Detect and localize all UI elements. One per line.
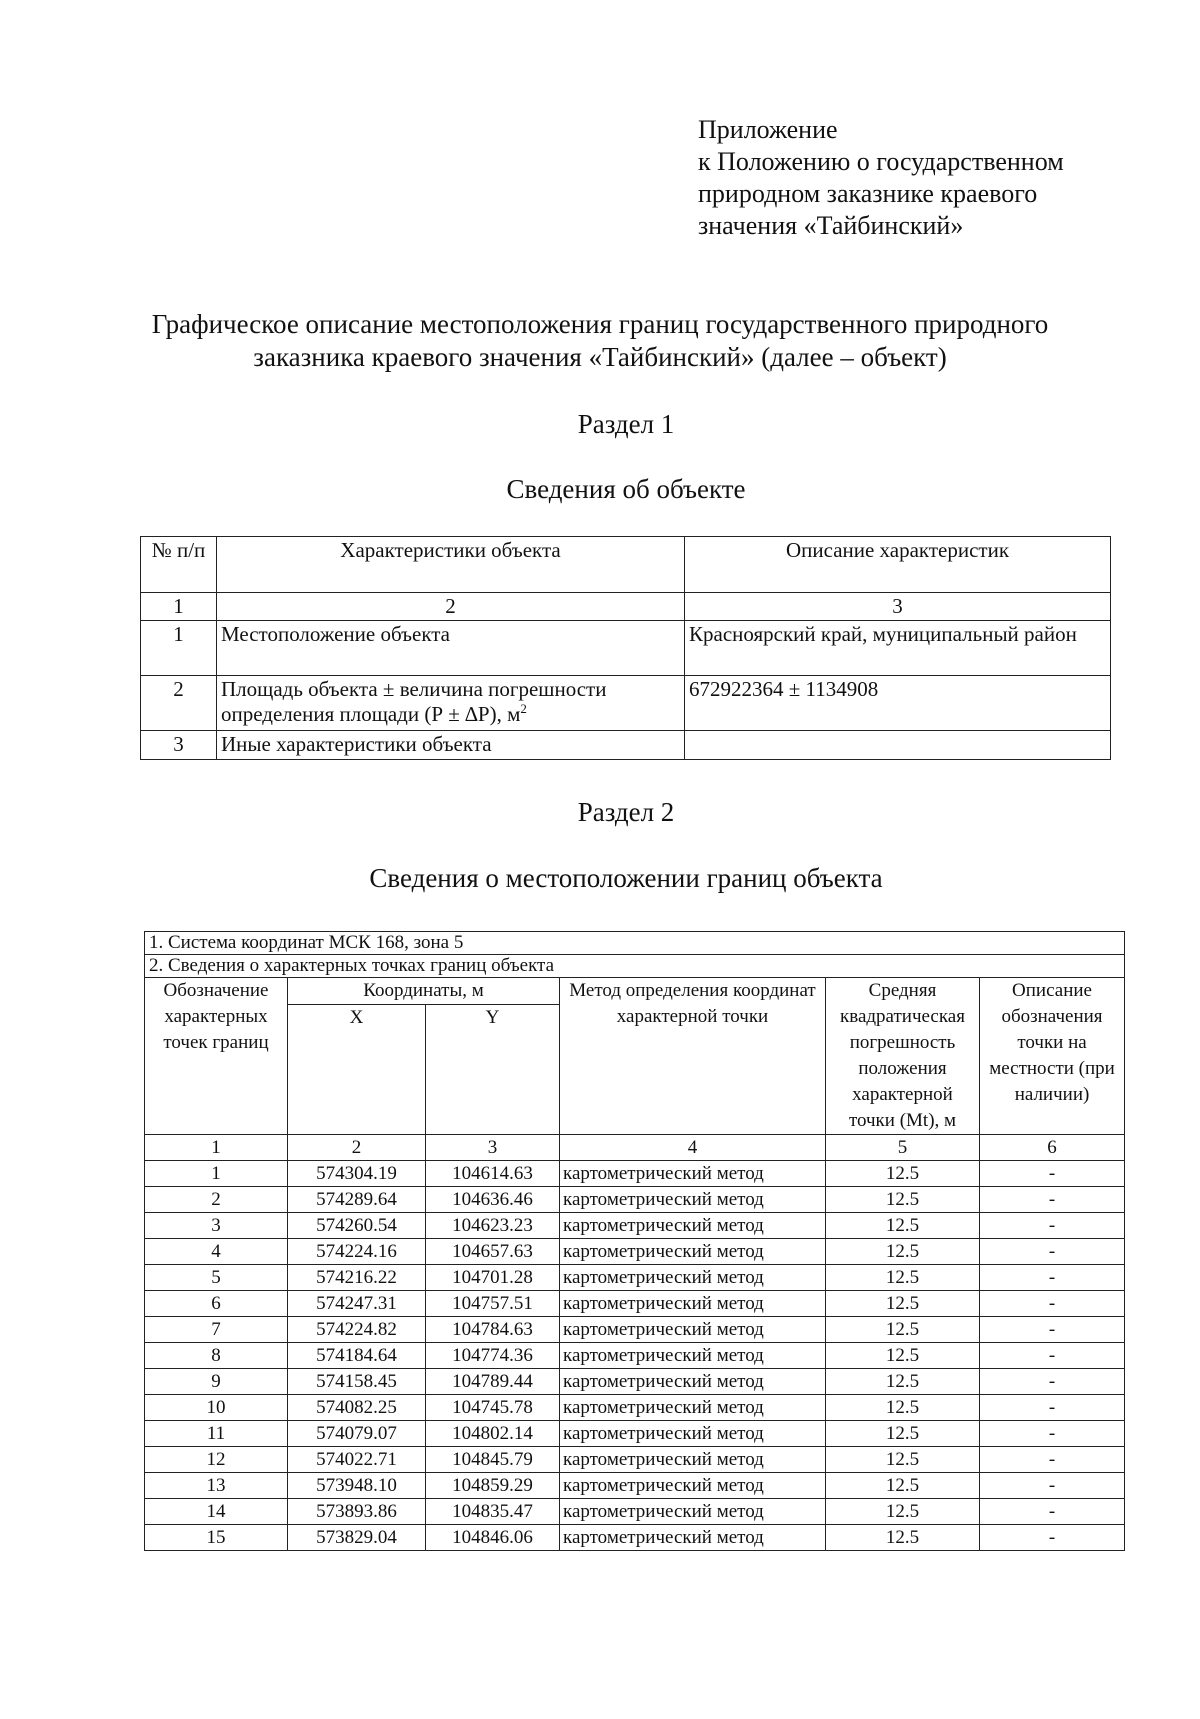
point-number: 12	[145, 1447, 288, 1473]
y-coordinate: 104802.14	[426, 1421, 560, 1447]
point-number: 11	[145, 1421, 288, 1447]
x-coordinate: 574022.71	[288, 1447, 426, 1473]
appendix-line: значения «Тайбинский»	[698, 211, 964, 240]
point-number: 7	[145, 1317, 288, 1343]
header-coordinates: Координаты, м	[288, 978, 560, 1005]
y-coordinate: 104774.36	[426, 1343, 560, 1369]
error-value: 12.5	[826, 1291, 980, 1317]
point-number: 13	[145, 1473, 288, 1499]
x-coordinate: 574260.54	[288, 1213, 426, 1239]
point-number: 3	[145, 1213, 288, 1239]
error-value: 12.5	[826, 1213, 980, 1239]
point-description: -	[980, 1421, 1125, 1447]
y-coordinate: 104835.47	[426, 1499, 560, 1525]
point-description: -	[980, 1369, 1125, 1395]
table-row	[145, 1265, 1125, 1291]
index-cell: 3	[426, 1135, 560, 1161]
error-value: 12.5	[826, 1343, 980, 1369]
x-coordinate: 574079.07	[288, 1421, 426, 1447]
document-title-line: заказника краевого значения «Тайбинский» (далее – объект)	[253, 342, 947, 372]
index-cell: 1	[141, 593, 217, 621]
description-cell: Красноярский край, муниципальный район	[685, 621, 1111, 676]
y-coordinate: 104845.79	[426, 1447, 560, 1473]
x-coordinate: 573893.86	[288, 1499, 426, 1525]
point-number: 1	[145, 1161, 288, 1187]
row-number: 2	[141, 676, 217, 731]
coordinate-system-cell: 1. Система координат МСК 168, зона 5	[145, 932, 1125, 955]
header-method: Метод определения координат характерной точки	[560, 978, 826, 1135]
y-coordinate: 104745.78	[426, 1395, 560, 1421]
table-row	[145, 1291, 1125, 1317]
point-description: -	[980, 1395, 1125, 1421]
method-cell: картометрический метод	[560, 1499, 826, 1525]
table-index-row	[145, 1135, 1125, 1161]
x-coordinate: 574224.16	[288, 1239, 426, 1265]
error-value: 12.5	[826, 1317, 980, 1343]
table-row	[145, 1213, 1125, 1239]
point-number: 8	[145, 1343, 288, 1369]
table-row	[145, 1317, 1125, 1343]
point-description: -	[980, 1187, 1125, 1213]
method-cell: картометрический метод	[560, 1187, 826, 1213]
point-description: -	[980, 1213, 1125, 1239]
method-cell: картометрический метод	[560, 1369, 826, 1395]
error-value: 12.5	[826, 1161, 980, 1187]
error-value: 12.5	[826, 1265, 980, 1291]
boundary-points-table	[144, 931, 1125, 1551]
table-row	[145, 1421, 1125, 1447]
method-cell: картометрический метод	[560, 1525, 826, 1551]
header-point: Обозначение характерных точек границ	[145, 978, 288, 1135]
x-coordinate: 574216.22	[288, 1265, 426, 1291]
appendix-line: Приложение	[698, 115, 838, 144]
header-x: X	[288, 1005, 426, 1135]
error-value: 12.5	[826, 1421, 980, 1447]
index-cell: 6	[980, 1135, 1125, 1161]
point-description: -	[980, 1265, 1125, 1291]
point-number: 14	[145, 1499, 288, 1525]
y-coordinate: 104859.29	[426, 1473, 560, 1499]
method-cell: картометрический метод	[560, 1239, 826, 1265]
object-info-table	[140, 536, 1111, 760]
x-coordinate: 573829.04	[288, 1525, 426, 1551]
method-cell: картометрический метод	[560, 1395, 826, 1421]
header-error: Средняя квадратическая погрешность положения характерной точки (Mt), м	[826, 978, 980, 1135]
description-cell: 672922364 ± 1134908	[685, 676, 1111, 731]
method-cell: картометрический метод	[560, 1421, 826, 1447]
y-coordinate: 104614.63	[426, 1161, 560, 1187]
point-description: -	[980, 1499, 1125, 1525]
error-value: 12.5	[826, 1369, 980, 1395]
method-cell: картометрический метод	[560, 1161, 826, 1187]
point-description: -	[980, 1343, 1125, 1369]
table-row	[145, 1161, 1125, 1187]
table-row	[145, 1473, 1125, 1499]
y-coordinate: 104657.63	[426, 1239, 560, 1265]
x-coordinate: 574224.82	[288, 1317, 426, 1343]
table-header-row	[145, 978, 1125, 1005]
header-description: Описание обозначения точки на местности (при наличии)	[980, 978, 1125, 1135]
method-cell: картометрический метод	[560, 1343, 826, 1369]
table-row	[145, 1525, 1125, 1551]
error-value: 12.5	[826, 1395, 980, 1421]
point-number: 10	[145, 1395, 288, 1421]
y-coordinate: 104636.46	[426, 1187, 560, 1213]
method-cell: картометрический метод	[560, 1213, 826, 1239]
x-coordinate: 574082.25	[288, 1395, 426, 1421]
table-row	[141, 731, 1111, 760]
points-info-cell: 2. Сведения о характерных точках границ объекта	[145, 955, 1125, 978]
header-y: Y	[426, 1005, 560, 1135]
appendix-line: к Положению о государственном	[698, 147, 1064, 176]
error-value: 12.5	[826, 1187, 980, 1213]
coordinate-system-row	[145, 932, 1125, 955]
characteristic-text: Площадь объекта ± величина погрешности определения площади (Р ± ∆Р), м	[221, 677, 607, 726]
characteristic-cell	[217, 676, 685, 731]
point-number: 2	[145, 1187, 288, 1213]
error-value: 12.5	[826, 1239, 980, 1265]
y-coordinate: 104623.23	[426, 1213, 560, 1239]
point-description: -	[980, 1317, 1125, 1343]
row-number: 1	[141, 621, 217, 676]
y-coordinate: 104757.51	[426, 1291, 560, 1317]
points-info-row	[145, 955, 1125, 978]
header-cell: № п/п	[141, 537, 217, 593]
point-description: -	[980, 1291, 1125, 1317]
index-cell: 1	[145, 1135, 288, 1161]
section2-subtitle: Сведения о местоположении границ объекта	[369, 863, 883, 893]
method-cell: картометрический метод	[560, 1291, 826, 1317]
point-description: -	[980, 1161, 1125, 1187]
row-number: 3	[141, 731, 217, 760]
section1-label: Раздел 1	[577, 409, 675, 439]
x-coordinate: 574247.31	[288, 1291, 426, 1317]
index-cell: 2	[217, 593, 685, 621]
table-index-row	[141, 593, 1111, 621]
table-row	[141, 676, 1111, 731]
method-cell: картометрический метод	[560, 1447, 826, 1473]
y-coordinate: 104784.63	[426, 1317, 560, 1343]
index-cell: 2	[288, 1135, 426, 1161]
error-value: 12.5	[826, 1447, 980, 1473]
header-cell: Описание характеристик	[685, 537, 1111, 593]
points-body	[145, 1161, 1125, 1551]
index-cell: 5	[826, 1135, 980, 1161]
point-description: -	[980, 1473, 1125, 1499]
point-description: -	[980, 1525, 1125, 1551]
document-title-line: Графическое описание местоположения границ государственного природного	[151, 309, 1049, 339]
index-cell: 3	[685, 593, 1111, 621]
table-row	[145, 1239, 1125, 1265]
point-number: 15	[145, 1525, 288, 1551]
index-cell: 4	[560, 1135, 826, 1161]
description-cell	[685, 731, 1111, 760]
method-cell: картометрический метод	[560, 1265, 826, 1291]
y-coordinate: 104701.28	[426, 1265, 560, 1291]
method-cell: картометрический метод	[560, 1317, 826, 1343]
x-coordinate: 574304.19	[288, 1161, 426, 1187]
point-description: -	[980, 1447, 1125, 1473]
y-coordinate: 104846.06	[426, 1525, 560, 1551]
point-number: 6	[145, 1291, 288, 1317]
unit-superscript: 2	[520, 701, 527, 716]
point-number: 4	[145, 1239, 288, 1265]
error-value: 12.5	[826, 1473, 980, 1499]
table-row	[141, 621, 1111, 676]
table-row	[145, 1369, 1125, 1395]
point-number: 5	[145, 1265, 288, 1291]
document-title	[100, 308, 1100, 374]
appendix-line: природном заказнике краевого	[698, 179, 1038, 208]
table-row	[145, 1343, 1125, 1369]
table-row	[145, 1447, 1125, 1473]
error-value: 12.5	[826, 1499, 980, 1525]
table-header-row	[141, 537, 1111, 593]
x-coordinate: 574289.64	[288, 1187, 426, 1213]
appendix-block	[698, 114, 1064, 242]
table-row	[145, 1395, 1125, 1421]
error-value: 12.5	[826, 1525, 980, 1551]
method-cell: картометрический метод	[560, 1473, 826, 1499]
y-coordinate: 104789.44	[426, 1369, 560, 1395]
table-row	[145, 1187, 1125, 1213]
table-row	[145, 1499, 1125, 1525]
x-coordinate: 573948.10	[288, 1473, 426, 1499]
x-coordinate: 574184.64	[288, 1343, 426, 1369]
characteristic-cell: Иные характеристики объекта	[217, 731, 685, 760]
x-coordinate: 574158.45	[288, 1369, 426, 1395]
characteristic-cell: Местоположение объекта	[217, 621, 685, 676]
section2-label: Раздел 2	[577, 797, 675, 827]
point-description: -	[980, 1239, 1125, 1265]
header-cell: Характеристики объекта	[217, 537, 685, 593]
point-number: 9	[145, 1369, 288, 1395]
section1-subtitle: Сведения об объекте	[506, 474, 746, 504]
